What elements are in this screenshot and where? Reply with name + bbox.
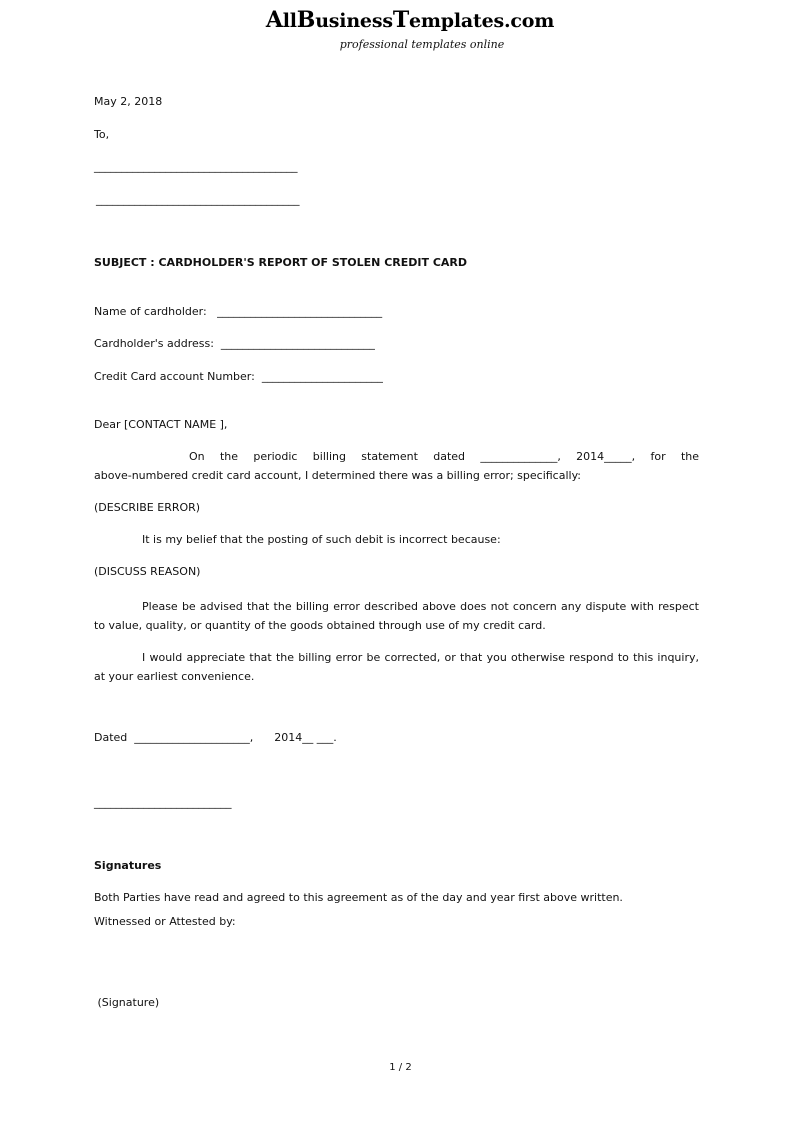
brand-logo: AllBusinessTemplates.com [265, 7, 555, 33]
paragraph-4: I would appreciate that the billing error be corrected, or that you otherwise respond to this inquiry, at your earliest convenience. [94, 651, 699, 683]
cardholder-name-field: Name of cardholder: ______________________________ [94, 305, 383, 318]
recipient-line-2: _____________________________________ [96, 193, 300, 206]
paragraph-3: Please be advised that the billing error described above does not concern any dispute with respect to value, quality, or quantity of the goods obtained through use of my credit card. [94, 600, 699, 632]
witnessed-label: Witnessed or Attested by: [94, 915, 236, 928]
signature-label: (Signature) [94, 996, 160, 1009]
signature-line: _________________________ [94, 796, 232, 809]
recipient-label: To, [94, 128, 110, 141]
subject-line: SUBJECT : CARDHOLDER'S REPORT OF STOLEN CREDIT CARD [94, 256, 468, 269]
describe-error-placeholder: (DESCRIBE ERROR) [94, 501, 201, 514]
cardholder-address-field: Cardholder's address: ____________________________ [94, 337, 375, 350]
agreement-statement: Both Parties have read and agreed to this agreement as of the day and year first above written. [94, 891, 623, 904]
page-number: 1 / 2 [389, 1062, 412, 1073]
brand-tagline: professional templates online [339, 38, 505, 51]
dated-line: Dated _____________________, 2014__ ___. [94, 731, 337, 744]
salutation: Dear [CONTACT NAME ], [94, 418, 228, 431]
account-number-field: Credit Card account Number: ______________________ [94, 370, 383, 383]
paragraph-1-line-2: above-numbered credit card account, I determined there was a billing error; specifically: [94, 469, 582, 482]
signatures-heading: Signatures [94, 859, 162, 872]
paragraph-2: It is my belief that the posting of such debit is incorrect because: [142, 533, 501, 546]
discuss-reason-placeholder: (DISCUSS REASON) [94, 565, 201, 578]
recipient-line-1: _____________________________________ [94, 160, 298, 173]
letter-date: May 2, 2018 [94, 95, 163, 108]
paragraph-1-line-1: On the periodic billing statement dated ______________, 2014_____, for the [189, 450, 699, 463]
